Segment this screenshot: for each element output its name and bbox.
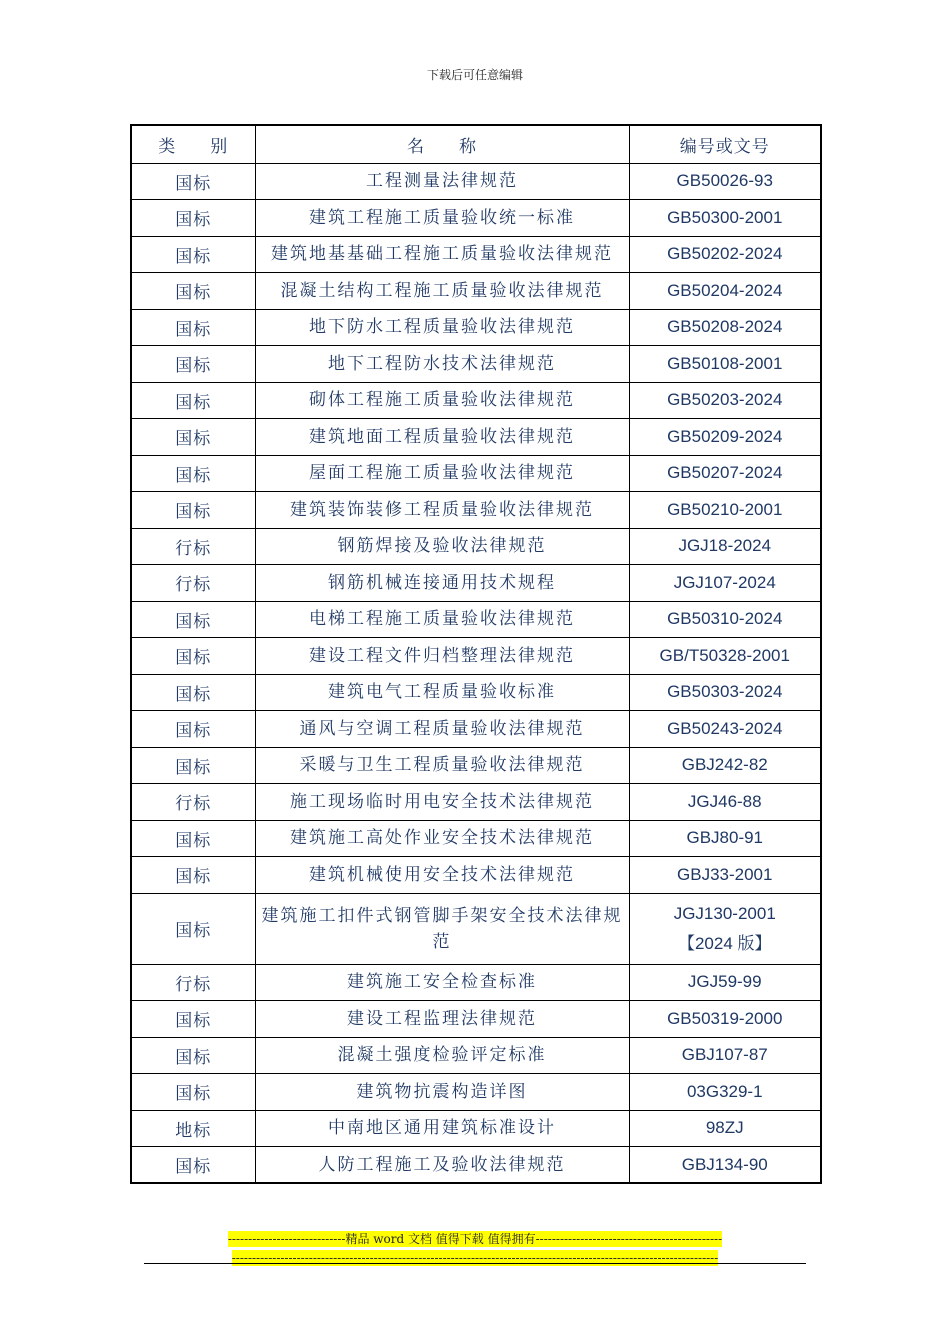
row-category: 国标 <box>131 419 255 456</box>
row-name: 建设工程监理法律规范 <box>255 1001 629 1038</box>
row-code: GB50203-2024 <box>629 382 821 419</box>
table-row <box>131 200 821 237</box>
row-name: 钢筋机械连接通用技术规程 <box>255 565 629 602</box>
header-code: 编号或文号 <box>629 125 821 163</box>
row-category: 行标 <box>131 784 255 821</box>
row-name: 建筑物抗震构造详图 <box>255 1074 629 1111</box>
standards-table <box>130 124 822 1184</box>
row-name: 建筑电气工程质量验收标准 <box>255 674 629 711</box>
row-category: 行标 <box>131 565 255 602</box>
row-code: JGJ18-2024 <box>629 528 821 565</box>
row-code: GB50243-2024 <box>629 711 821 748</box>
row-name: 屋面工程施工质量验收法律规范 <box>255 455 629 492</box>
table-row <box>131 1147 821 1184</box>
table-row <box>131 236 821 273</box>
header-note: 下载后可任意编辑 <box>426 68 523 82</box>
row-name: 建筑装饰装修工程质量验收法律规范 <box>255 492 629 529</box>
row-code: JGJ59-99 <box>629 964 821 1001</box>
row-code: GB50108-2001 <box>629 346 821 383</box>
row-category: 行标 <box>131 964 255 1001</box>
row-code: GB50202-2024 <box>629 236 821 273</box>
table-row <box>131 382 821 419</box>
table-row <box>131 638 821 675</box>
row-category: 国标 <box>131 346 255 383</box>
row-code: GB/T50328-2001 <box>629 638 821 675</box>
table-row <box>131 419 821 456</box>
row-name: 混凝土强度检验评定标准 <box>255 1037 629 1074</box>
row-name: 建筑地基基础工程施工质量验收法律规范 <box>255 236 629 273</box>
row-name: 通风与空调工程质量验收法律规范 <box>255 711 629 748</box>
row-category: 国标 <box>131 236 255 273</box>
row-name: 建筑施工扣件式钢管脚手架安全技术法律规范 <box>255 893 629 964</box>
table-row <box>131 1074 821 1111</box>
row-name: 建设工程文件归档整理法律规范 <box>255 638 629 675</box>
table-row <box>131 857 821 894</box>
table-row <box>131 711 821 748</box>
row-category: 国标 <box>131 674 255 711</box>
table-row <box>131 674 821 711</box>
row-code: 03G329-1 <box>629 1074 821 1111</box>
row-code: GB50207-2024 <box>629 455 821 492</box>
row-category: 国标 <box>131 1147 255 1184</box>
row-name: 建筑工程施工质量验收统一标准 <box>255 200 629 237</box>
row-category: 国标 <box>131 1037 255 1074</box>
row-category: 国标 <box>131 455 255 492</box>
row-category: 国标 <box>131 1074 255 1111</box>
row-category: 国标 <box>131 309 255 346</box>
row-category: 国标 <box>131 163 255 200</box>
row-code: GBJ80-91 <box>629 820 821 857</box>
row-code-edition: 【2024 版】 <box>677 933 772 953</box>
row-category: 国标 <box>131 893 255 964</box>
row-code: 98ZJ <box>629 1110 821 1147</box>
row-code: GBJ134-90 <box>629 1147 821 1184</box>
row-name: 混凝土结构工程施工质量验收法律规范 <box>255 273 629 310</box>
footer-banner <box>0 1228 950 1266</box>
table-row <box>131 1001 821 1038</box>
row-name: 采暖与卫生工程质量验收法律规范 <box>255 747 629 784</box>
row-category: 国标 <box>131 200 255 237</box>
table-row <box>131 346 821 383</box>
row-code: JGJ107-2024 <box>629 565 821 602</box>
row-name: 建筑施工安全检查标准 <box>255 964 629 1001</box>
table-row <box>131 565 821 602</box>
header-category: 类 别 <box>131 125 255 163</box>
table-row <box>131 820 821 857</box>
table-row <box>131 163 821 200</box>
row-name: 建筑地面工程质量验收法律规范 <box>255 419 629 456</box>
header-name: 名 称 <box>255 125 629 163</box>
row-category: 国标 <box>131 820 255 857</box>
row-code: JGJ46-88 <box>629 784 821 821</box>
table-row <box>131 455 821 492</box>
row-category: 国标 <box>131 382 255 419</box>
row-category: 行标 <box>131 528 255 565</box>
table-row <box>131 601 821 638</box>
row-name: 施工现场临时用电安全技术法律规范 <box>255 784 629 821</box>
table-row <box>131 893 821 964</box>
row-code: GBJ107-87 <box>629 1037 821 1074</box>
table-row <box>131 492 821 529</box>
row-category: 国标 <box>131 857 255 894</box>
row-code: GBJ242-82 <box>629 747 821 784</box>
row-name: 地下防水工程质量验收法律规范 <box>255 309 629 346</box>
table-row <box>131 1110 821 1147</box>
row-code <box>629 893 821 964</box>
table-body <box>131 163 821 1183</box>
row-name: 电梯工程施工质量验收法律规范 <box>255 601 629 638</box>
row-name: 建筑施工高处作业安全技术法律规范 <box>255 820 629 857</box>
row-category: 国标 <box>131 492 255 529</box>
table-header-row <box>131 125 821 163</box>
row-code: GB50300-2001 <box>629 200 821 237</box>
table-row <box>131 1037 821 1074</box>
row-category: 国标 <box>131 273 255 310</box>
row-code: GB50209-2024 <box>629 419 821 456</box>
footer-line-1: -----------------------------精品 word 文档 值得下载 值得拥有---------------------------------------------- <box>227 1232 723 1246</box>
row-category: 国标 <box>131 601 255 638</box>
row-code: GB50303-2024 <box>629 674 821 711</box>
row-code-line: JGJ130-2001 <box>673 903 776 923</box>
table-row <box>131 273 821 310</box>
row-name: 工程测量法律规范 <box>255 163 629 200</box>
row-name: 建筑机械使用安全技术法律规范 <box>255 857 629 894</box>
footer-rule <box>144 1263 806 1264</box>
row-code: GB50204-2024 <box>629 273 821 310</box>
table-row <box>131 747 821 784</box>
table-row <box>131 784 821 821</box>
row-name: 中南地区通用建筑标准设计 <box>255 1110 629 1147</box>
row-code: GB50319-2000 <box>629 1001 821 1038</box>
row-category: 国标 <box>131 711 255 748</box>
row-category: 地标 <box>131 1110 255 1147</box>
row-category: 国标 <box>131 638 255 675</box>
row-code: GB50208-2024 <box>629 309 821 346</box>
row-name: 人防工程施工及验收法律规范 <box>255 1147 629 1184</box>
row-name: 地下工程防水技术法律规范 <box>255 346 629 383</box>
row-category: 国标 <box>131 1001 255 1038</box>
row-name: 砌体工程施工质量验收法律规范 <box>255 382 629 419</box>
row-code: GBJ33-2001 <box>629 857 821 894</box>
row-code: GB50310-2024 <box>629 601 821 638</box>
row-name: 钢筋焊接及验收法律规范 <box>255 528 629 565</box>
table-row <box>131 528 821 565</box>
table-row <box>131 964 821 1001</box>
footer-line-2: ------------------------------------------------------------------------------------------------------------------------ <box>231 1251 719 1265</box>
row-code: GB50210-2001 <box>629 492 821 529</box>
row-code: GB50026-93 <box>629 163 821 200</box>
table-row <box>131 309 821 346</box>
row-category: 国标 <box>131 747 255 784</box>
